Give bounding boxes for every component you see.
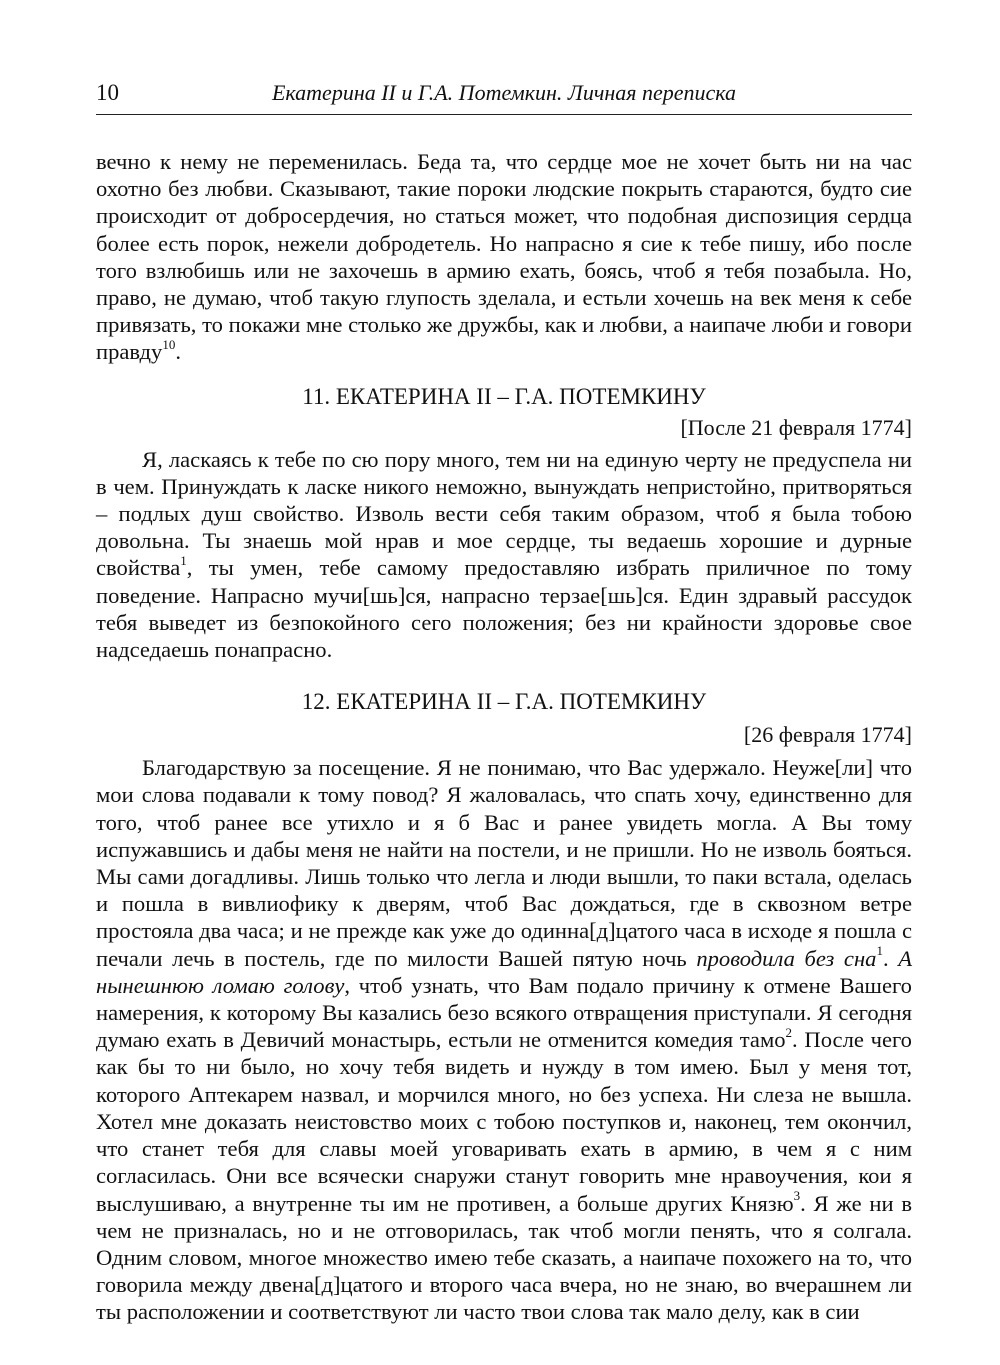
continuation-text: вечно к нему не переменилась. Беда та, что сердце мое не хочет быть ни на час охотно без любви. Сказывают, такие пороки людские покрыть стараются, будто сие происходит от добросердечия, но статься может, что подобная диспозиция сердца более есть порок, нежели добродетель. Но напрасно я сие к тебе пишу, ибо после того взлюбишь или не захочешь в армию ехать, боясь, чтоб я тебя позабыла. Но, право, не думаю, чтоб такую глупость зделала, и естьли хочешь на век меня к себе привязать, то покажи мне столько же дружбы, как и любви, а наипаче люби и говори правду — [96, 149, 912, 365]
page-number: 10 — [96, 80, 119, 105]
continuation-paragraph — [96, 148, 912, 366]
footnote-ref: 3 — [793, 1187, 801, 1203]
book-page — [96, 78, 912, 1326]
footnote-ref: 1 — [180, 552, 187, 568]
letter-12-text-a: Благодарствую за посещение. Я не понимаю, что Вас удержало. Неуже[ли] что мои слова подавали к тому повод? Я жаловалась, что спать хочу, единственно для того, чтоб ранее все утихло и я б Вас и ранее увидеть могла. А Вы тому испужавшись и дабы меня не найти на постели, и не пришли. Но не изволь бояться. Мы сами догадливы. Лишь только что легла и люди вышли, то паки встала, оделась и пошла в вивлиофику к дверям, чтоб Вас дождаться, где в сквозном ветре простояла два часа; и не прежде как уже до одинна[д]цатого часа в исходе я пошла с печали лечь в постель, где по милости Вашей пятую ночь — [96, 755, 912, 971]
letter-12-text-e: . Я же ни в чем не призналась, но и не отговорилась, так чтоб могли пенять, что я солгала. Одним словом, многое множество имею тебе сказать, а наипаче похожего на то, что говорила между двена[д]цатого и второго часа вчера, но не знаю, во вчерашнем ли ты расположении и соответствуют ли часто твои слова так мало делу, как в сии — [96, 1190, 912, 1325]
letter-12-text-d: . После чего как бы то ни было, но хочу тебя видеть и нужду в том имею. Был у меня тот, которого Аптекарем назвал, и морчился много, но без успеха. Ни слеза не вышла. Хотел мне доказать неистовство моих с тобою поступков и, наконец, тем окончил, что станет тебя для славы моей уговаривать ехать в армию, в чем я с ним согласилась. Они все всячески снаружи станут говорить мне нравоучения, кои я выслушиваю, а внутренне ты им не противен, а больше других Князю — [96, 1027, 912, 1216]
footnote-ref: 2 — [785, 1024, 793, 1040]
letter-12-italic-2: А нынешнюю ломаю голову — [96, 945, 913, 998]
footnote-ref: 10 — [162, 336, 176, 352]
letter-11-text-a: Я, ласкаясь к тебе по сю пору много, тем ни на единую черту не предуспела ни в чем. Принуждать к ласке никого неможно, вынуждать непристойно, притворяться – подлых душ свойство. Изволь вести себя таким образом, чтоб я была тобою довольна. Ты знаешь мой нрав и мое сердце, ты ведаешь хорошие и дурные свойства — [96, 446, 912, 581]
running-head — [96, 78, 912, 115]
letter-11-text-b: , ты умен, тебе самому предоставляю избрать приличное по тому поведение. Напрасно мучи[шь]ся, напрасно терзае[шь]ся. Един здравый рассудок тебя выведет из безпокойного сего положения; без ни крайности здоровье свое надседаешь понапрасно. — [96, 555, 912, 663]
letter-11-date: [После 21 февраля 1774] — [680, 414, 912, 440]
running-title: Екатерина II и Г.А. Потемкин. Личная переписка — [271, 80, 736, 105]
letter-12-paragraph — [96, 754, 912, 1325]
continuation-end: . — [175, 339, 181, 365]
letter-12-text-c: , чтоб узнать, что Вам подало причину к отмене Вашего намерения, к которому Вы казались безо всякого отвращения приступали. Я сегодня думаю ехать в Девичий монастырь, естьли не отменится комедия тамо — [96, 972, 912, 1053]
letter-12-date: [26 февраля 1774] — [743, 722, 912, 748]
letter-11-heading: 11. ЕКАТЕРИНА II – Г.А. ПОТЕМКИНУ — [302, 383, 706, 409]
letter-12-italic-1: проводила без сна — [696, 945, 877, 971]
letter-12-heading: 12. ЕКАТЕРИНА II – Г.А. ПОТЕМКИНУ — [301, 689, 707, 715]
letter-12-text-b: . — [882, 945, 899, 971]
body-text — [96, 148, 912, 1326]
footnote-ref: 1 — [876, 943, 883, 959]
letter-11-paragraph — [96, 446, 912, 664]
